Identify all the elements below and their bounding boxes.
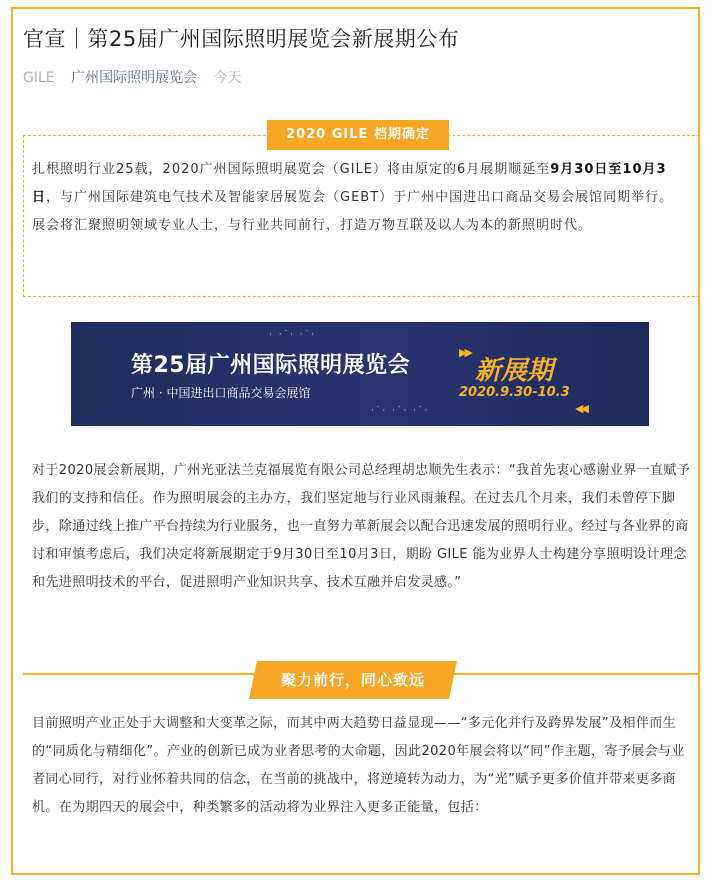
section-together-label: 聚力前行，同心致远 (280, 671, 425, 689)
banner-headline: 新展期 (475, 356, 554, 386)
account-link[interactable]: 广州国际照明展览会 (71, 70, 198, 86)
banner-dots-decoration: ·˙· ·˙· ·˙· (371, 406, 430, 416)
article-frame (11, 7, 700, 875)
section-schedule (23, 127, 700, 297)
article-meta (23, 67, 242, 87)
article-title: 官宣｜第25届广州国际照明展览会新展期公布 (23, 27, 460, 51)
schedule-text-before: 扎根照明行业25载，2020广州国际照明展览会（GILE）将由原定的6月展期顺延至 (32, 162, 551, 177)
together-paragraph: 目前照明产业正处于大调整和大变革之际，而其中两大趋势日益显现——“多元化并行及跨界发展”及相伴而生的“同质化与精细化”。产业的创新已成为业者思考的大命题，因此2020年展会将以“同”作主题，寄予展会与业者同心同行，对行业怀着共同的信念，在当前的挑战中，将逆境转为动力，为“光”赋予更多价值并带来更多商机。在为期四天的展会中，种类繁多的活动将为业界注入更多正能量，包括： (32, 716, 685, 815)
section-together-badge (249, 661, 457, 699)
event-banner-image (71, 322, 649, 426)
schedule-dates-bold: 9月30日至10月3日 (32, 162, 667, 205)
schedule-text-after: ，与广州国际建筑电气技术及智能家居展览会（GEBT）于广州中国进出口商品交易会展馆同期举行。展会将汇聚照明领域专业人士，与行业共同前行，打造万物互联及以人为本的新照明时代。 (32, 190, 674, 233)
quote-paragraph: 对于2020展会新展期，广州光亚法兰克福展览有限公司总经理胡忠顺先生表示：“我首先衷心感谢业界一直赋予我们的支持和信任。作为照明展会的主办方，我们坚定地与行业风雨兼程。在过去几个月来，我们未曾停下脚步，除通过线上推广平台持续为行业服务，也一直努力革新展会以配合迅速发展的照明行业。经过与各业界的商讨和审慎考虑后，我们决定将新展期定于9月30日至10月3日，期盼 GILE 能为业界人士构建分享照明设计理念和先进照明技术的平台，促进照明产业知识共享、技术互融并启发灵感。” (32, 463, 691, 590)
publish-date: 今天 (213, 70, 242, 86)
banner-subtitle: 广州 · 中国进出口商品交易会展馆 (131, 386, 311, 400)
schedule-paragraph (32, 156, 687, 240)
banner-dots-decoration: · ·˙· ·˙· (269, 330, 317, 340)
banner-title: 第25届广州国际照明展览会 (131, 353, 411, 378)
double-arrow-right-icon: ▶▶ (459, 346, 470, 359)
meta-brand: GILE (23, 70, 55, 86)
section-schedule-badge: 2020 GILE 档期确定 (267, 120, 449, 150)
banner-dates: 2020.9.30-10.3 (459, 385, 570, 400)
double-arrow-left-icon: ◀◀ (575, 402, 586, 415)
